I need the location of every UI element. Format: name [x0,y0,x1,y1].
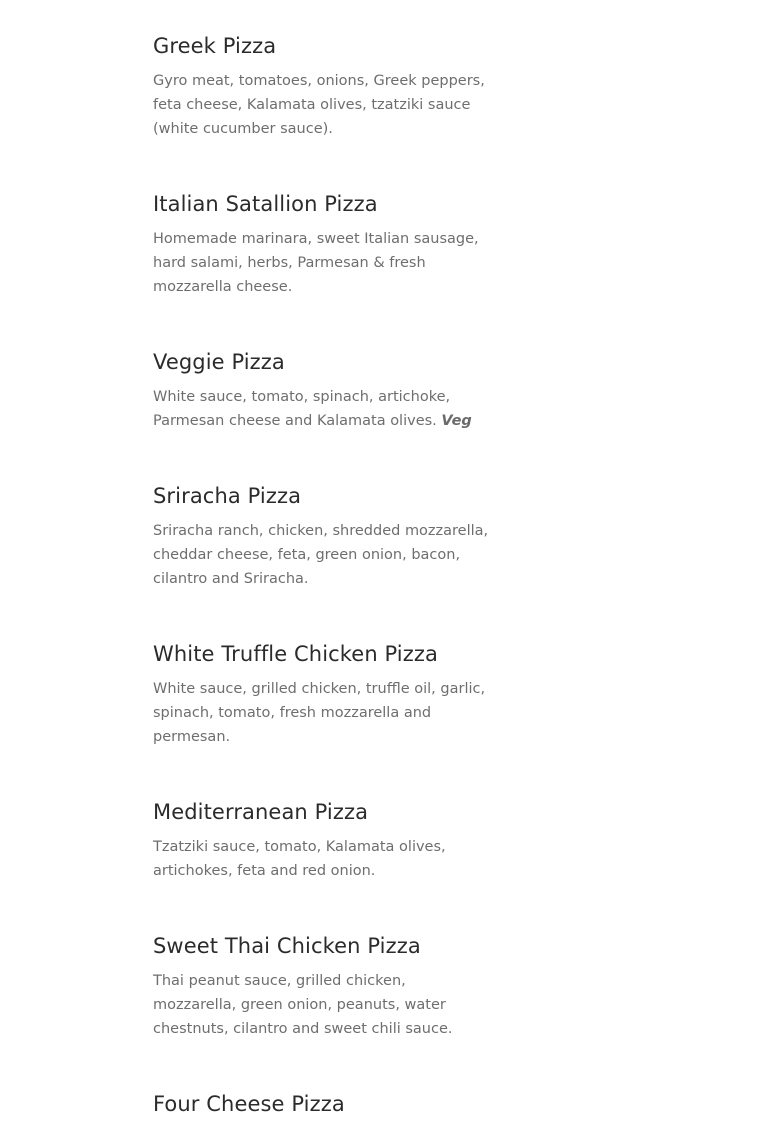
menu-item-title: White Truffle Chicken Pizza [153,642,438,666]
menu-item-mediterranean-pizza [153,797,493,883]
menu-item-description [153,69,493,141]
description-text: Sriracha ranch, chicken, shredded mozzarella, cheddar cheese, feta, green onion, bacon, cilantro and Sriracha. [153,523,489,587]
menu-item-description [153,227,493,299]
description-text: Thai peanut sauce, grilled chicken, mozzarella, green onion, peanuts, water chestnuts, cilantro and sweet chili sauce. [153,973,453,1037]
menu-item-title: Four Cheese Pizza [153,1092,345,1116]
menu-item-veggie-pizza [153,347,493,433]
menu-item-title: Sriracha Pizza [153,484,302,508]
menu-item-description [153,677,493,749]
menu-item-title: Italian Satallion Pizza [153,192,378,216]
menu-item-sriracha-pizza [153,481,493,591]
menu-item-greek-pizza [153,31,493,141]
menu-item-description [153,519,493,591]
menu-item-white-truffle-chicken-pizza [153,639,493,749]
menu-item-description [153,385,493,433]
menu-item-title: Greek Pizza [153,34,277,58]
veg-badge: Veg [441,413,472,429]
description-text: Tzatziki sauce, tomato, Kalamata olives, artichokes, feta and red onion. [153,839,446,879]
description-text: Homemade marinara, sweet Italian sausage, hard salami, herbs, Parmesan & fresh mozzarella cheese. [153,231,479,295]
description-text: White sauce, tomato, spinach, artichoke, Parmesan cheese and Kalamata olives. [153,389,451,429]
menu-item-title: Sweet Thai Chicken Pizza [153,934,421,958]
menu-item-description [153,969,493,1041]
menu-item-four-cheese-pizza [153,1089,493,1119]
menu-item-title: Mediterranean Pizza [153,800,369,824]
menu-item-sweet-thai-chicken-pizza [153,931,493,1041]
description-text: White sauce, grilled chicken, truffle oil, garlic, spinach, tomato, fresh mozzarella and permesan. [153,681,486,745]
menu-item-description [153,835,493,883]
menu-item-title: Veggie Pizza [153,350,285,374]
menu-item-italian-satallion-pizza [153,189,493,299]
description-text: Gyro meat, tomatoes, onions, Greek peppers, feta cheese, Kalamata olives, tzatziki sauce (white cucumber sauce). [153,73,485,137]
pizza-menu-list [153,31,493,1127]
